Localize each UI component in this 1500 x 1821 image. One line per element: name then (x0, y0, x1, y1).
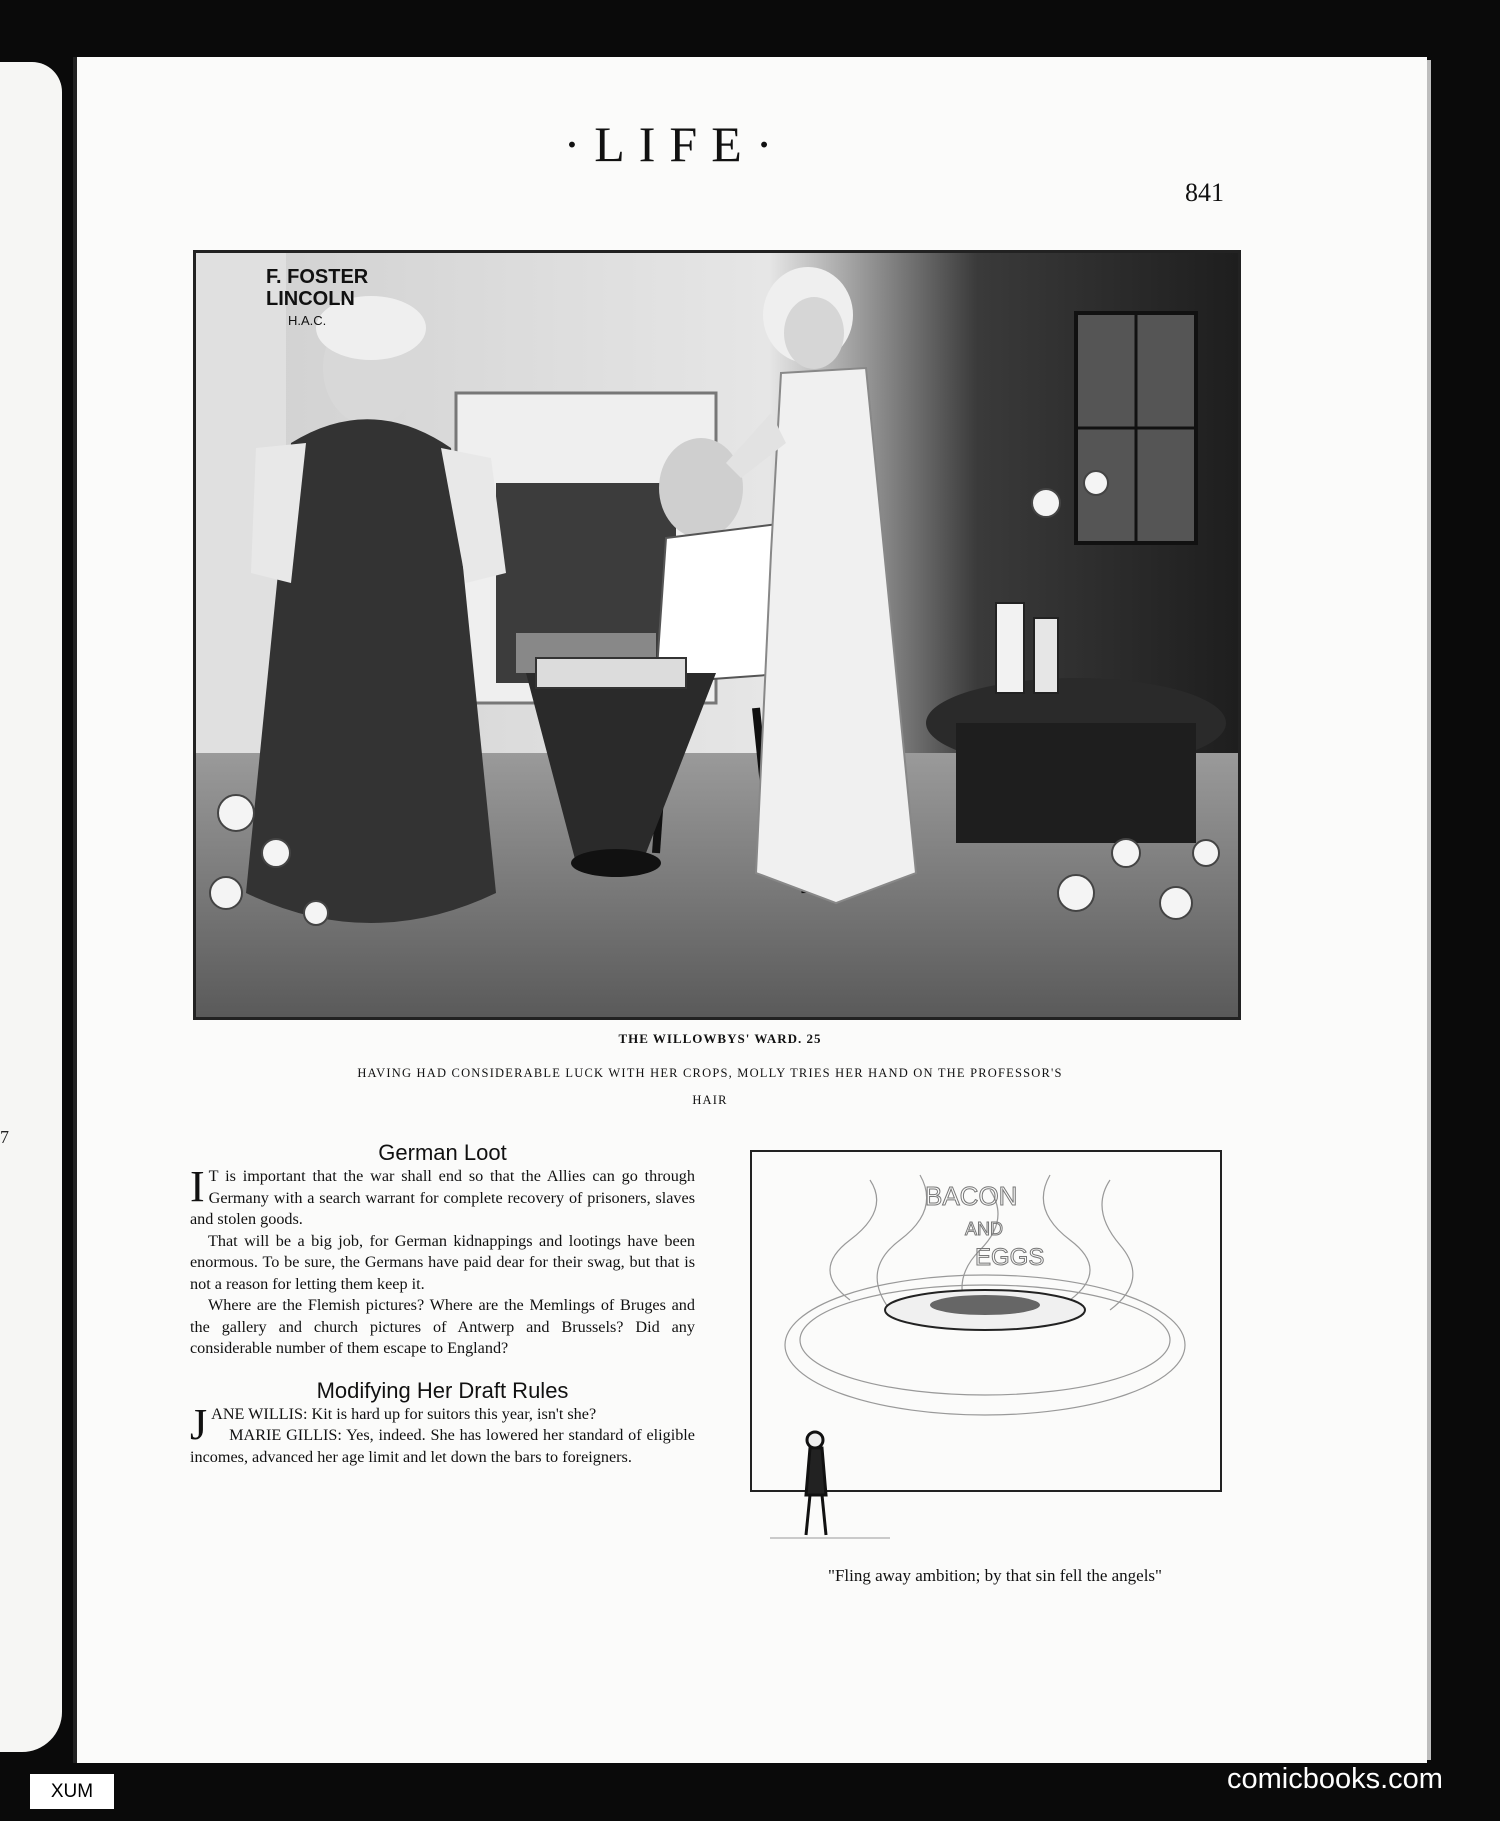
illustration-caption-title: THE WILLOWBYS' WARD. 25 (618, 1031, 822, 1046)
margin-mark: 7 (0, 1127, 9, 1147)
spacer (190, 1360, 695, 1378)
left-page-edge (0, 62, 62, 1752)
line-1-text: ANE WILLIS: Kit is hard up for suitors this year, isn't she? (211, 1404, 597, 1423)
article-german-loot-paragraph-3: Where are the Flemish pictures? Where are the Memlings of Bruges and the gallery and church pictures of Antwerp and Brussels? Did any considerable number of them escape to England? (190, 1296, 695, 1357)
dropcap-j: J (190, 1399, 208, 1449)
steam-text-eggs: EGGS (975, 1244, 1045, 1271)
artist-signature-line-1: F. FOSTER (266, 266, 369, 288)
bacon-and-eggs-cartoon (750, 1150, 1222, 1562)
illustration-caption-subtitle: HAVING HAD CONSIDERABLE LUCK WITH HER CROPS, MOLLY TRIES HER HAND ON THE PROFESSOR'S HAIR (357, 1066, 1063, 1107)
steam-text-and: AND (965, 1219, 1004, 1239)
article-german-loot-title: German Loot (378, 1140, 507, 1165)
text-column (190, 1140, 695, 1468)
masthead: ·LIFE· (563, 116, 787, 172)
xum-badge: XUM (30, 1774, 114, 1809)
article-draft-rules-title: Modifying Her Draft Rules (316, 1377, 569, 1403)
cartoon-caption: "Fling away ambition; by that sin fell the angels" (828, 1566, 1162, 1585)
illustration-plate (193, 250, 1241, 1020)
watermark: comicbooks.com (1227, 1763, 1443, 1795)
artist-signature-line-2: LINCOLN (266, 288, 355, 310)
dropcap-i: I (190, 1162, 205, 1211)
steam-text-bacon: BACON (925, 1181, 1018, 1211)
page-number: 841 (1185, 178, 1224, 207)
article-draft-rules-line-2: MARIE GILLIS: Yes, indeed. She has lowered her standard of eligible incomes, advanced her age limit and let down the bars to foreigners. (190, 1426, 695, 1466)
paragraph-1-text: T is important that the war shall end so that the Allies can go through Germany with a search warrant for complete recovery of prisoners, slaves and stolen goods. (190, 1167, 695, 1228)
article-german-loot-paragraph-1 (190, 1162, 695, 1231)
artist-signature-line-3: H.A.C. (288, 313, 327, 328)
illustration-drawing (196, 253, 1238, 1017)
article-german-loot-paragraph-2: That will be a big job, for German kidnappings and lootings have been enormous. To be sure, the Germans have paid dear for their swag, but that is not a reason for letting them keep it. (190, 1231, 695, 1293)
